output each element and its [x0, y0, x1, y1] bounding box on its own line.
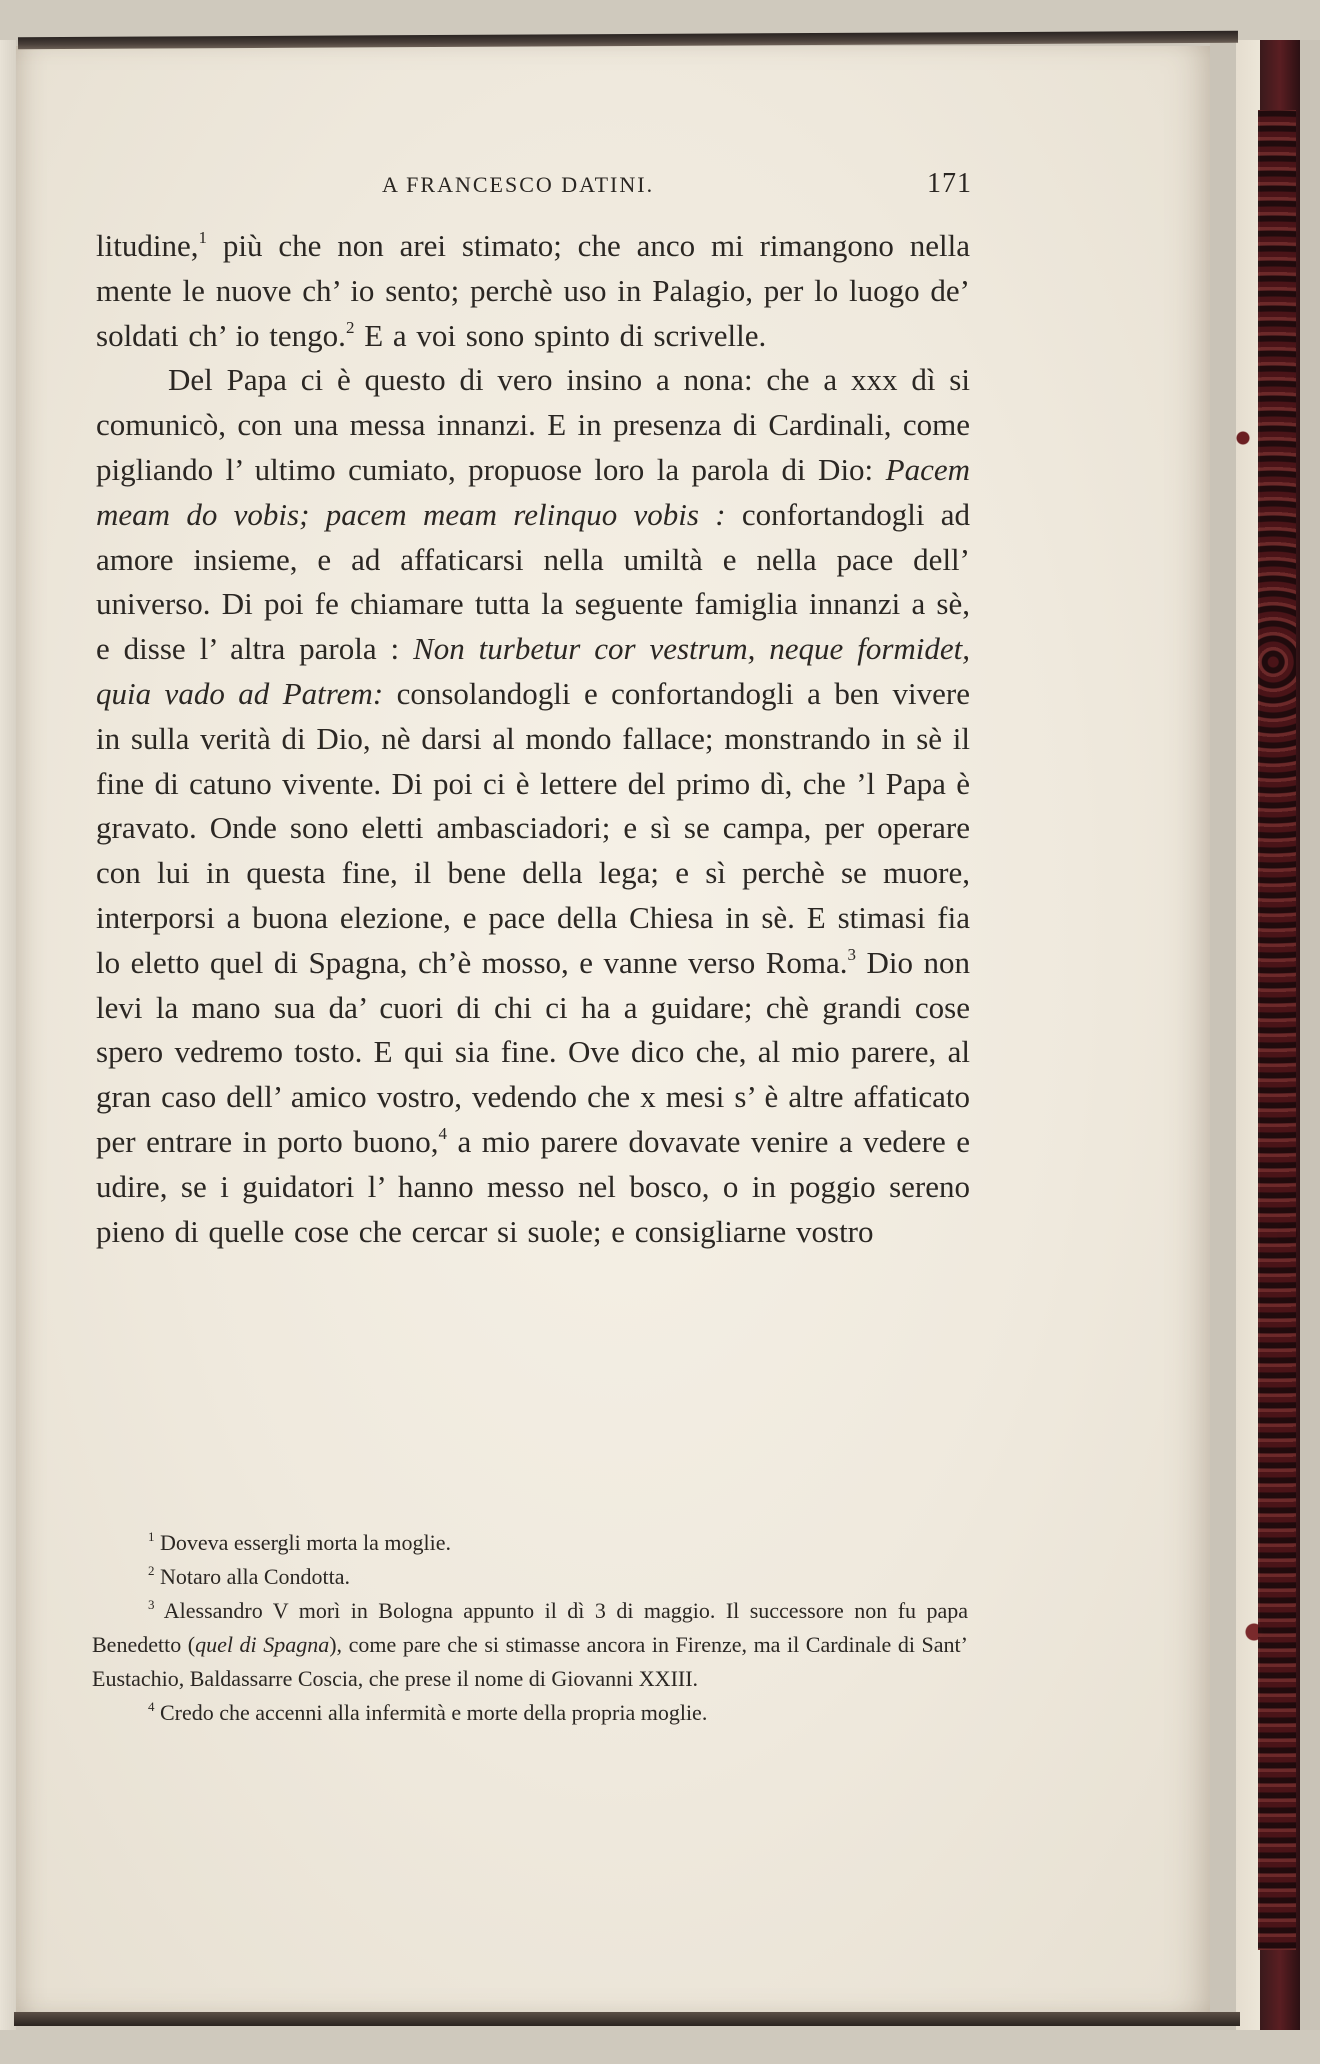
- footnote-text: Doveva essergli morta la moglie.: [154, 1530, 452, 1555]
- latin-quote: Pacem meam do vobis; pacem meam relinquo vobis :: [96, 451, 970, 532]
- text-run: confortandogli ad amore insieme, e ad affaticarsi nella umiltà e nella pace dell’ universo. Di poi fe chiamare tutta la seguente famiglia innanzi a sè, e disse l’ altra parola :: [96, 496, 971, 667]
- footnote-text: ), come pare che si stimasse ancora in Firenze, ma il Cardinale di Sant’ Eustachio, Baldassarre Coscia, che prese il nome di Giovanni XXIII.: [92, 1632, 968, 1691]
- paragraph-1: [96, 224, 970, 358]
- page-header: [92, 168, 972, 208]
- body-text: [96, 224, 970, 1254]
- text-run: a mio parere dovavate venire a vedere e udire, se i guidatori l’ hanno messo nel bosco, o in poggio sereno pieno di quelle cose che cercar si suole; e consigliarne vostro: [96, 1123, 971, 1249]
- marbled-cover: [1258, 110, 1296, 1950]
- footnote-text: Alessandro V morì in Bologna appunto il dì 3 di maggio. Il successore non fu papa Benedetto (: [92, 1598, 968, 1657]
- footnote-text: Notaro alla Condotta.: [154, 1564, 351, 1589]
- footnote-mark: 3: [148, 1597, 155, 1612]
- footnote: [92, 1594, 968, 1696]
- footnote-text: Credo che accenni alla infermità e morte della propria moglie.: [154, 1700, 708, 1725]
- footnotes: [92, 1526, 968, 1730]
- text-run: consolandogli e confortandogli a ben vivere in sulla verità di Dio, nè darsi al mondo fallace; monstrando in sè il fine di catuno vivente. Di poi ci è lettere del primo dì, che ’l Papa è gravato. Onde sono eletti ambasciadori; e sì se campa, per operare con lui in questa fine, il bene della lega; e sì perchè se muore, interporsi a buona elezione, e pace della Chiesa in sè. E stimasi fia lo eletto quel di Spagna, ch’è mosso, e vanne verso Roma.: [96, 675, 970, 980]
- running-title: A FRANCESCO DATINI.: [382, 172, 655, 197]
- text-run: litudine,: [96, 228, 199, 263]
- footnote: [92, 1560, 968, 1594]
- footnote: [92, 1696, 968, 1730]
- text-run: E a voi sono spinto di scrivelle.: [354, 317, 767, 353]
- text-run: Del Papa ci è questo di vero insino a nona: che a xxx dì si comunicò, con una messa innanzi. E in presenza di Cardinali, come pigliando l’ ultimo cumiato, propuose loro la parola di Dio:: [96, 362, 970, 487]
- footnote-ref: 4: [438, 1123, 447, 1143]
- footnote-ref: 2: [345, 317, 355, 337]
- footnote-italic: quel di Spagna: [195, 1632, 330, 1657]
- footnote-mark: 4: [148, 1699, 155, 1714]
- page-number: 171: [927, 168, 972, 199]
- footnote-ref: 1: [198, 228, 207, 247]
- book-bottom-edge: [14, 2012, 1240, 2026]
- latin-quote: Non turbetur cor vestrum, neque formidet, quia vado ad Patrem:: [96, 631, 970, 711]
- paragraph-2: [96, 358, 970, 1254]
- text-run: Dio non levi la mano sua da’ cuori di chi ci ha a guidare; chè grandi cose spero vedremo tosto. E qui sia fine. Ove dico che, al mio parere, al gran caso dell’ amico vostro, vedendo che x mesi s’ è altre affaticato per entrare in porto buono,: [96, 944, 970, 1159]
- footnote: [92, 1526, 968, 1560]
- text-run: più che non arei stimato; che anco mi rimangono nella mente le nuove ch’ io sento; perchè uso in Palagio, per lo luogo de’ soldati ch’ io tengo.: [96, 228, 970, 353]
- footnote-mark: 1: [148, 1529, 155, 1544]
- footnote-ref: 3: [847, 944, 856, 964]
- footnote-mark: 2: [148, 1563, 155, 1578]
- previous-page-edge: [0, 40, 16, 2030]
